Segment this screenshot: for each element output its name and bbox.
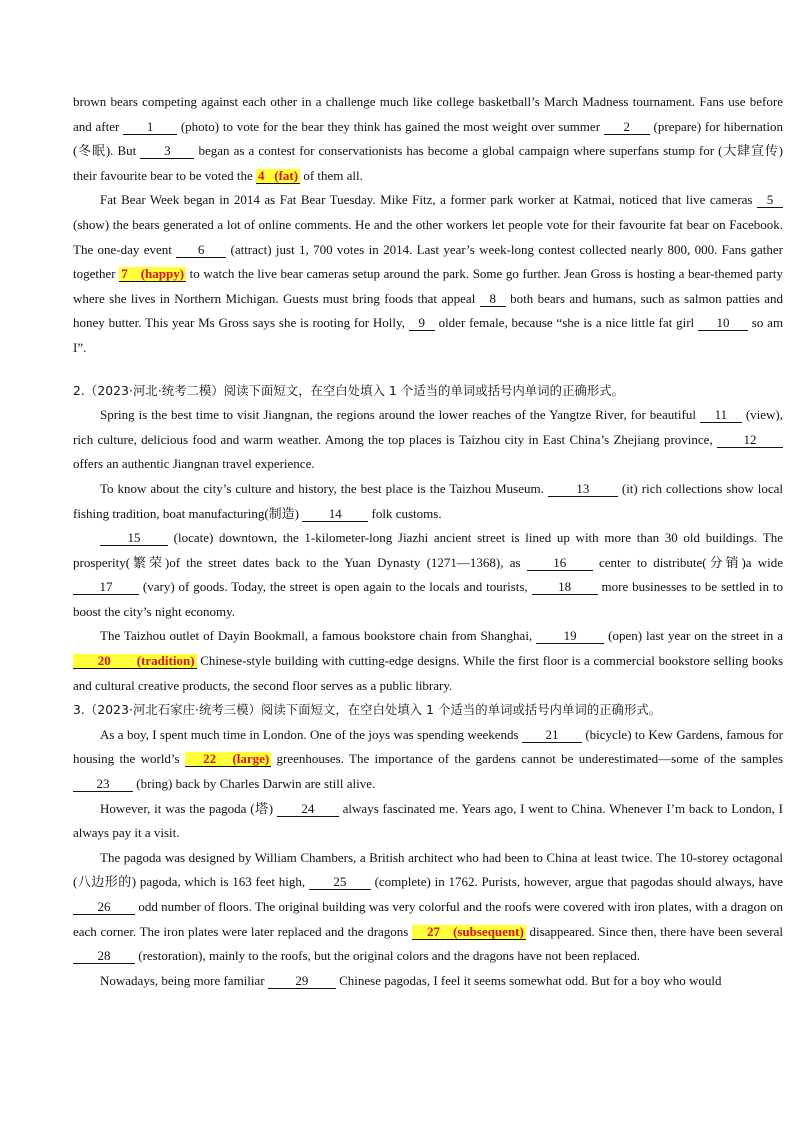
blank-16: 16 xyxy=(527,556,593,571)
text: older female, because “she is a nice little fat girl xyxy=(438,315,695,331)
paragraph xyxy=(73,188,783,360)
hint: (subsequent) xyxy=(453,923,524,939)
text: began as a contest for conservationists has become a global campaign where superfans stump for (大肆宣传) their favourite bear to be voted the xyxy=(73,143,784,183)
blank-28: 28 xyxy=(73,949,135,964)
text: folk customs. xyxy=(371,505,442,521)
blank-9: 9 xyxy=(409,316,435,331)
blank-10: 10 xyxy=(698,316,748,331)
text: (view), rich culture, delicious food and warm weather. Among the top places is Taizhou city in East China’s Zhejiang province, xyxy=(73,407,783,447)
text: both bears and humans, such as salmon patties and honey butter. This year Ms Gross says she is rooting for Holly, xyxy=(73,290,784,331)
hint: (happy) xyxy=(140,266,185,282)
highlight-blank-20 xyxy=(73,654,197,669)
text: odd number of floors. The original building was very colorful and the roofs were covered with iron plates, with a dragon on each corner. The iron plates were later replaced and the dragons xyxy=(73,899,783,939)
text: Chinese-style building with cutting-edge designs. While the first floor is a commercial bookstore selling books and cultural creative products, the second floor serves as a public library. xyxy=(73,653,784,693)
text: (bring) back by Charles Darwin are still alive. xyxy=(136,776,376,792)
blank-13: 13 xyxy=(548,482,618,497)
text: (attract) just 1, 700 votes in 2014. Last year’s week-long contest collected nearly 800, 000. Fans gather together xyxy=(73,241,783,282)
text: The pagoda was designed by William Chambers, a British architect who had been to China at least twice. The 10-storey octagonal (八边形的) pagoda, which is 163 feet high, xyxy=(73,849,783,890)
text: Fat Bear Week began in 2014 as Fat Bear Tuesday. Mike Fitz, a former park worker at Katmai, noticed that live cameras xyxy=(100,192,753,208)
paragraph xyxy=(73,797,783,846)
blank-21: 21 xyxy=(522,728,582,743)
text: (photo) to vote for the bear they think has gained the most weight over summer xyxy=(180,118,601,134)
text: to watch the live bear cameras setup around the park. Some go further. Jean Gross is hosting a bear-themed party where she lives in Northern Michigan. Guests must bring foods that appeal xyxy=(73,266,784,306)
text: To know about the city’s culture and history, the best place is the Taizhou Museum. xyxy=(100,480,544,496)
blank-number: 22 xyxy=(203,751,217,767)
blank-23: 23 xyxy=(73,777,133,792)
blank-number: 20 xyxy=(97,653,111,669)
blank-1: 1 xyxy=(123,120,177,135)
highlight-blank-27 xyxy=(412,925,526,940)
text: (locate) downtown, the 1-kilometer-long Jiazhi ancient street is lined up with more than 30 old buildings. The prosperity(繁荣)of the street dates back to the Yuan Dynasty (1271—1368), as xyxy=(73,530,783,570)
hint: (tradition) xyxy=(136,653,195,669)
text: (bicycle) to Kew Gardens, famous for housing the world’s xyxy=(73,726,784,767)
paragraph xyxy=(73,624,783,698)
text: more businesses to be settled in to boost the city’s night economy. xyxy=(73,579,784,619)
text: offers an authentic Jiangnan travel experience. xyxy=(73,456,315,472)
paragraph xyxy=(73,723,783,797)
blank-24: 24 xyxy=(277,802,339,817)
paragraph xyxy=(73,526,783,624)
spacer xyxy=(73,361,783,379)
blank-number: 7 xyxy=(121,266,128,282)
blank-number: 27 xyxy=(427,923,441,939)
document-page xyxy=(73,90,783,993)
text: (restoration), mainly to the roofs, but the original colors and the dragons have not been replaced. xyxy=(138,948,641,964)
blank-17: 17 xyxy=(73,580,139,595)
text: Chinese pagodas, I feel it seems somewhat odd. But for a boy who would xyxy=(339,972,722,988)
text: (complete) in 1762. Purists, however, argue that pagodas should always, have xyxy=(374,874,784,890)
blank-15: 15 xyxy=(100,531,168,546)
text: always fascinated me. Years ago, I went to China. Whenever I’m back to London, I always pay it a visit. xyxy=(73,800,784,841)
blank-12: 12 xyxy=(717,433,783,448)
paragraph xyxy=(73,846,783,969)
text: brown bears competing against each other in a challenge much like college basketball’s March Madness tournament. Fans use before and after xyxy=(73,94,783,134)
text: center to distribute(分销)a wide xyxy=(598,554,784,570)
blank-number: 4 xyxy=(258,167,265,183)
paragraph xyxy=(73,969,783,994)
blank-26: 26 xyxy=(73,900,135,915)
highlight-blank-22 xyxy=(185,752,271,767)
highlight-blank-7 xyxy=(119,267,186,282)
text: Spring is the best time to visit Jiangnan, the regions around the lower reaches of the Yangtze River, for beautiful xyxy=(100,407,696,423)
text: The Taizhou outlet of Dayin Bookmall, a famous bookstore chain from Shanghai, xyxy=(100,628,533,644)
text: As a boy, I spent much time in London. One of the joys was spending weekends xyxy=(100,726,519,742)
hint: (large) xyxy=(232,751,270,767)
paragraph xyxy=(73,403,783,477)
blank-11: 11 xyxy=(700,408,742,423)
question-heading-2: 2.（2023·河北·统考二模）阅读下面短文，在空白处填入 1 个适当的单词或括号内单词的正确形式。 xyxy=(73,383,625,398)
text: (prepare) for hibernation (冬眠). But xyxy=(73,118,784,159)
text: disappeared. Since then, there have been several xyxy=(529,923,784,939)
text: (vary) of goods. Today, the street is open again to the locals and tourists, xyxy=(142,579,528,595)
blank-2: 2 xyxy=(604,120,650,135)
blank-18: 18 xyxy=(532,580,598,595)
blank-19: 19 xyxy=(536,629,604,644)
text: (it) rich collections show local fishing tradition, boat manufacturing(制造) xyxy=(73,480,784,521)
blank-8: 8 xyxy=(480,292,506,307)
blank-5: 5 xyxy=(757,193,783,208)
blank-25: 25 xyxy=(309,875,371,890)
text: However, it was the pagoda (塔) xyxy=(100,800,274,816)
question-heading-3: 3.（2023·河北石家庄·统考三模）阅读下面短文，在空白处填入 1 个适当的单词或括号内单词的正确形式。 xyxy=(73,703,662,718)
paragraph xyxy=(73,90,783,188)
blank-29: 29 xyxy=(268,974,336,989)
blank-14: 14 xyxy=(302,507,368,522)
text: (open) last year on the street in a xyxy=(608,628,784,644)
text: Nowadays, being more familiar xyxy=(100,972,265,988)
text: greenhouses. The importance of the gardens cannot be underestimated—some of the samples xyxy=(276,751,784,767)
blank-3: 3 xyxy=(140,144,194,159)
highlight-blank-4 xyxy=(256,169,300,184)
text: so am I”. xyxy=(73,315,784,355)
blank-6: 6 xyxy=(176,243,226,258)
text: (show) the bears generated a lot of online comments. He and the other workers let people vote for their favourite fat bear on Facebook. The one-day event xyxy=(73,216,783,257)
text: of them all. xyxy=(303,167,363,183)
paragraph xyxy=(73,477,783,526)
hint: (fat) xyxy=(274,167,299,183)
